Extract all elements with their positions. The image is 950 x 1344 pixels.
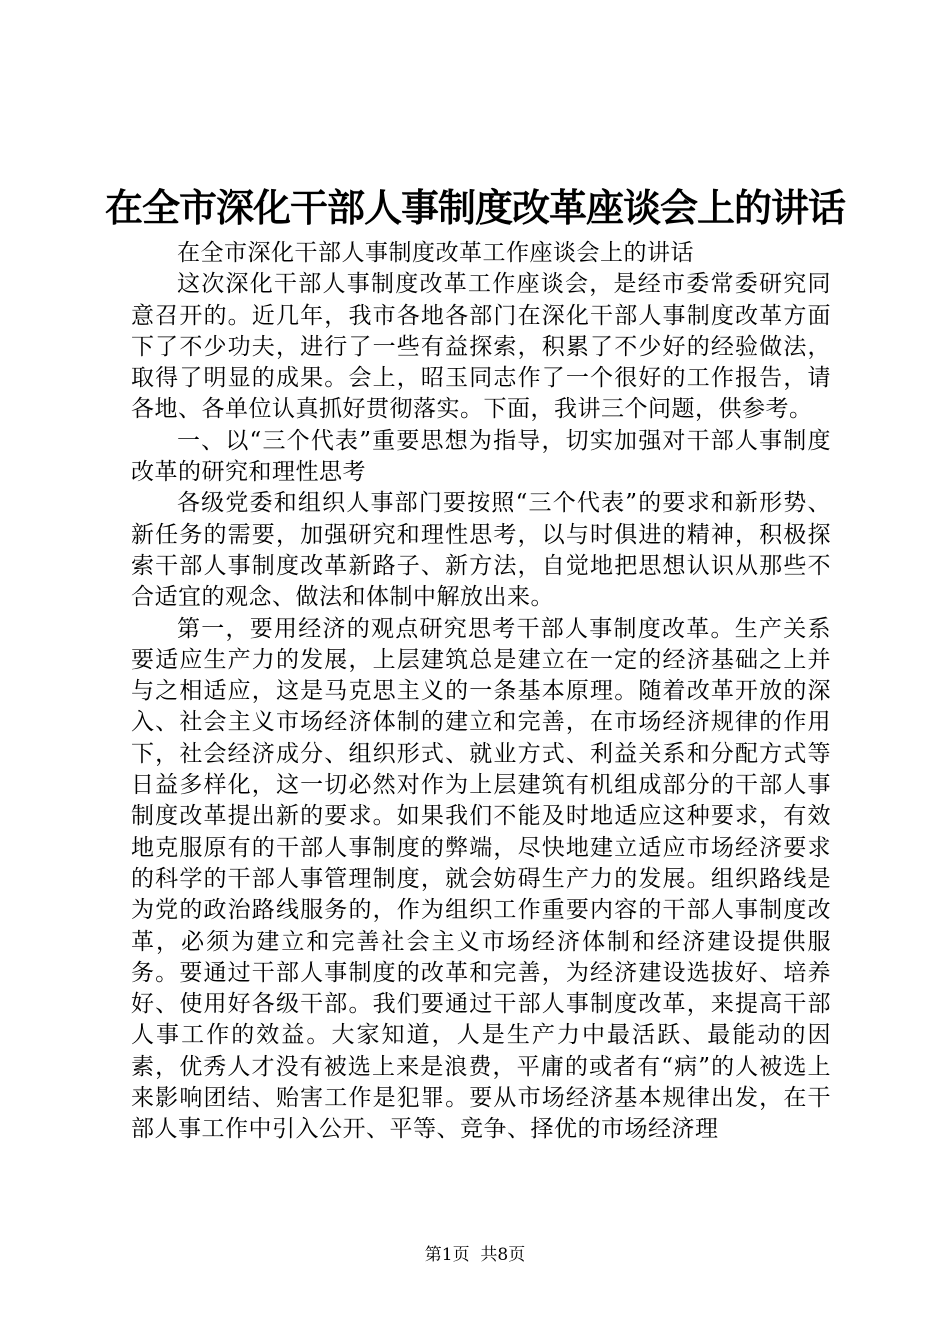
document-body bbox=[131, 238, 831, 1146]
document-subtitle-paragraph: 在全市深化干部人事制度改革工作座谈会上的讲话 bbox=[177, 240, 694, 266]
section-heading-paragraph: 一、以“三个代表”重要思想为指导，切实加强对干部人事制度改革的研究和理性思考 bbox=[131, 427, 831, 486]
document-title: 在全市深化干部人事制度改革座谈会上的讲话 bbox=[104, 185, 845, 230]
page-total: 共8页 bbox=[480, 1245, 526, 1265]
page-footer bbox=[0, 1244, 950, 1266]
page-number: 第1页 bbox=[424, 1245, 470, 1265]
body-paragraph: 各级党委和组织人事部门要按照“三个代表”的要求和新形势、新任务的需要，加强研究和理性思考，以与时俱进的精神，积极探索干部人事制度改革新路子、新方法，自觉地把思想认识从那些不合适宜的观念、做法和体制中解放出来。 bbox=[131, 490, 831, 611]
body-paragraph: 这次深化干部人事制度改革工作座谈会，是经市委常委研究同意召开的。近几年，我市各地各部门在深化干部人事制度改革方面下了不少功夫，进行了一些有益探索，积累了不少好的经验做法，取得了明显的成果。会上，昭玉同志作了一个很好的工作报告，请各地、各单位认真抓好贯彻落实。下面，我讲三个问题，供参考。 bbox=[131, 271, 831, 423]
body-paragraph: 第一，要用经济的观点研究思考干部人事制度改革。生产关系要适应生产力的发展，上层建筑总是建立在一定的经济基础之上并与之相适应，这是马克思主义的一条基本原理。随着改革开放的深入、社会主义市场经济体制的建立和完善，在市场经济规律的作用下，社会经济成分、组织形式、就业方式、利益关系和分配方式等日益多样化，这一切必然对作为上层建筑有机组成部分的干部人事制度改革提出新的要求。如果我们不能及时地适应这种要求，有效地克服原有的干部人事制度的弊端，尽快地建立适应市场经济要求的科学的干部人事管理制度，就会妨碍生产力的发展。组织路线是为党的政治路线服务的，作为组织工作重要内容的干部人事制度改革，必须为建立和完善社会主义市场经济体制和经济建设提供服务。要通过干部人事制度的改革和完善，为经济建设选拔好、培养好、使用好各级干部。我们要通过干部人事制度改革，来提高干部人事工作的效益。大家知道，人是生产力中最活跃、最能动的因素，优秀人才没有被选上来是浪费，平庸的或者有“病”的人被选上来影响团结、贻害工作是犯罪。要从市场经济基本规律出发，在干部人事工作中引入公开、平等、竞争、择优的市场经济理 bbox=[131, 615, 831, 1143]
